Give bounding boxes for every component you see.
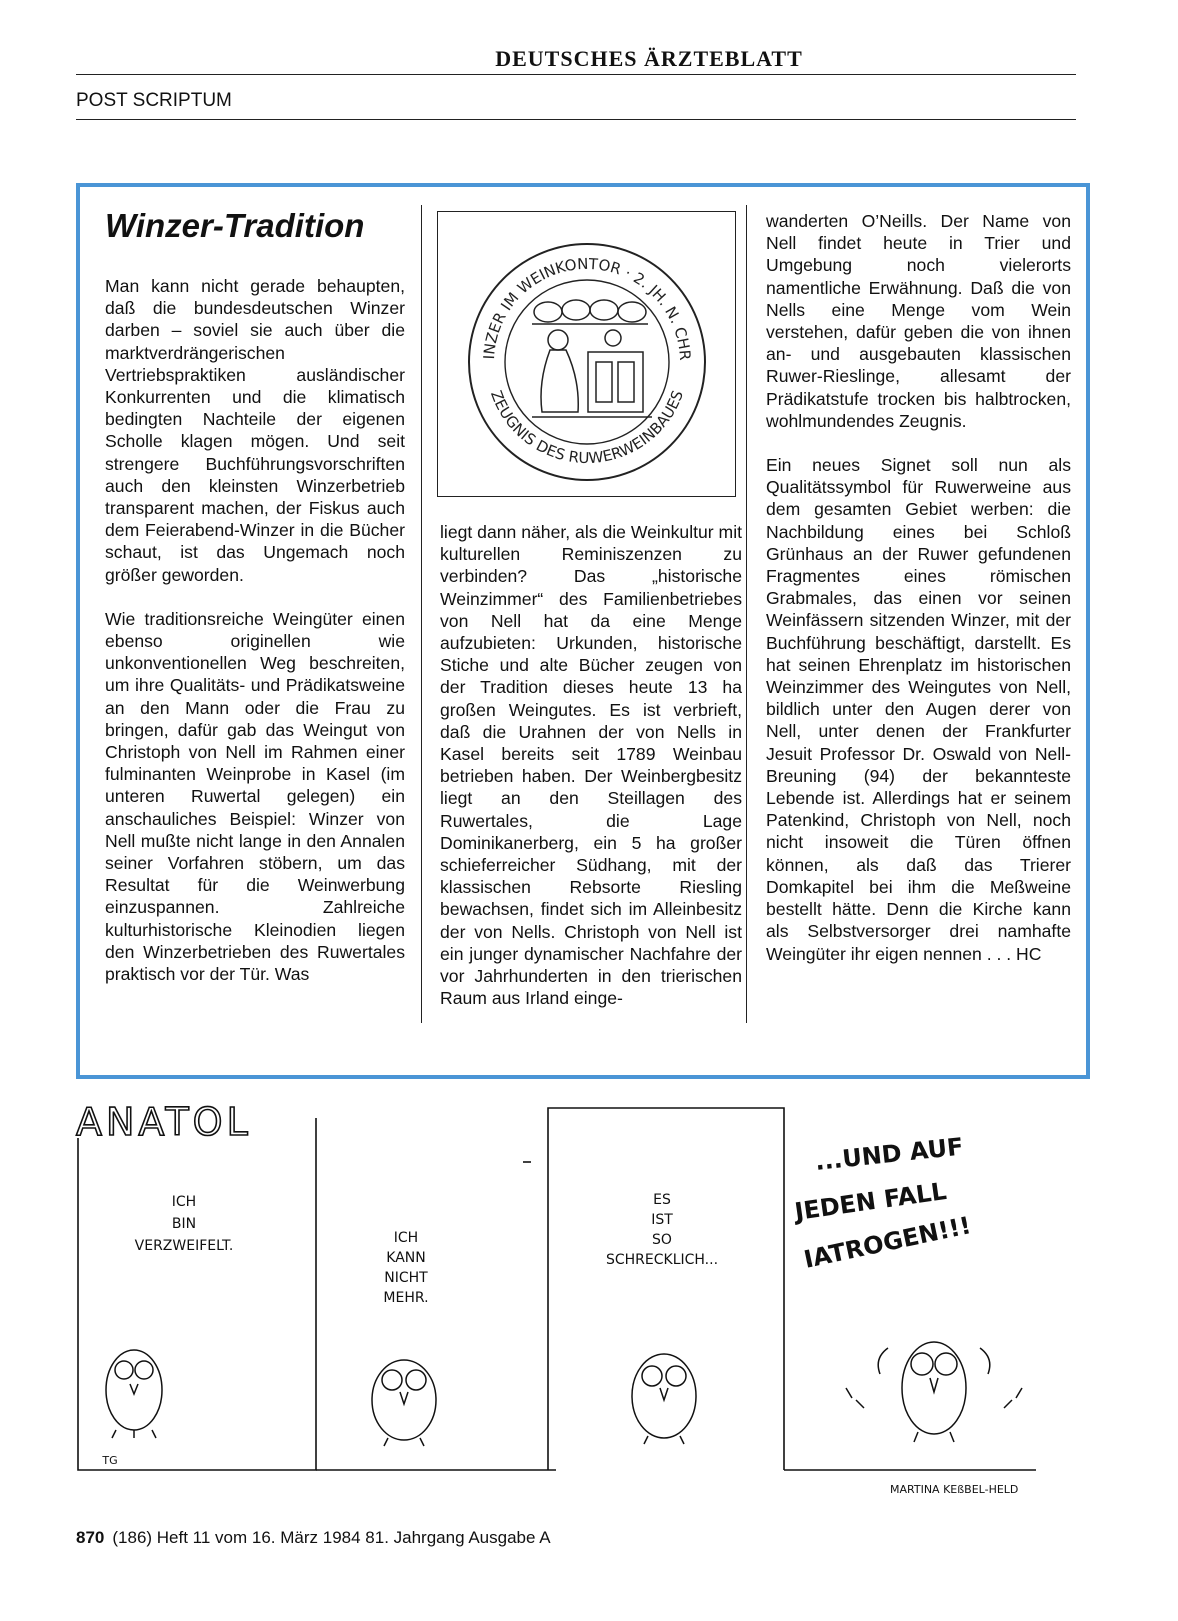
article-title: Winzer-Tradition — [105, 207, 365, 244]
article-column-2 — [440, 521, 742, 1031]
emblem-ring-bottom: ZEUGNIS DES RUWERWEINBAUES — [487, 388, 687, 468]
page-number: 870 — [76, 1528, 105, 1547]
paragraph: Ein neues Signet soll nun als Qualitätssymbol für Ruwerweine aus dem gesamten Gebiet werben: die Nachbildung eines bei Schloß Grünhaus an der Ruwer gefundenen Fragmentes eines römischen Grabmales, das einen vor seinen Weinfässern sitzenden Winzer, mit der Buchführung beschäftigt, darstellt. Es hat seinen Ehrenplatz im historischen Weinzimmer des Weingutes von Nell, bildlich unter den Augen derer von Nell, unter denen der Frankfurter Jesuit Professor Dr. Oswald von Nell-Breuning (94) der bekannteste Lebende ist. Allerdings hat er seinem Patenkind, Christoph von Nell, noch nicht insoweit die Türen öffnen können, als daß das Trierer Domkapitel bei ihm die Meßweine bestellt hätte. Denn die Kirche kann als Selbstversorger drei namhafte Weingüter ihr eigen nennen . . . HC — [766, 455, 1071, 964]
winzer-relief-icon — [532, 300, 652, 417]
journal-title: DEUTSCHES ÄRZTEBLATT — [495, 46, 803, 71]
svg-text:ZEUGNIS DES RUWERWEINBAUES — [487, 388, 687, 467]
section-rule — [76, 119, 1076, 120]
emblem-ring-top: INZER IM WEINKONTOR · 2. JH. N. CHR — [480, 254, 695, 361]
panel-2-line: MEHR. — [383, 1290, 429, 1306]
panel-4-line: JEDEN FALL — [792, 1176, 949, 1226]
owl-icon — [632, 1354, 696, 1444]
owl-icon — [846, 1342, 1022, 1442]
panel-1-line: BIN — [171, 1216, 197, 1232]
panel-1-signature: TG — [102, 1454, 118, 1467]
panel-3-line: SO — [652, 1232, 672, 1248]
panel-3-line: SCHRECKLICH... — [605, 1252, 719, 1268]
column-rule — [421, 205, 422, 1023]
svg-text:ANATOL: ANATOL — [76, 1100, 252, 1144]
panel-4-line: IATROGEN!!! — [801, 1211, 974, 1274]
panel-1-line: VERZWEIFELT. — [134, 1238, 234, 1254]
emblem-frame — [437, 211, 736, 497]
paragraph: liegt dann näher, als die Weinkultur mit kulturellen Reminiszenzen zu verbinden? Das „historische Weinzimmer“ des Familienbetriebes von Nell hat da eine Menge aufzubieten: Urkunden, historische Stiche und alte Bücher zeugen von der Tradition dieses heute 13 ha großen Weingutes. Es ist verbrieft, daß die Urahnen der von Nells in Kasel bereits seit 1789 Weinbau betrieben haben. Der Weinbergbesitz liegt an den Steillagen des Ruwertales, die Lage Dominikanerberg, ein 5 ha großer schieferreicher Südhang, mit der klassischen Rebsorte Riesling bewachsen, findet sich im Alleinbesitz der von Nells. Christoph von Nell ist ein junger dynamischer Nachfahre der vor Jahrhunderten in den trierischen Raum aus Irland einge- — [440, 522, 742, 1009]
owl-icon — [106, 1350, 162, 1438]
paragraph: Man kann nicht gerade behaupten, daß die bundesdeutschen Winzer darben – soviel sie auch über die marktverdrängerischen Vertriebspraktiken ausländischer Konkurrenten und die klimatisch bedingten Nachteile der eigenen Scholle klagen mögen. Und seit strengere Buchführungsvorschriften auch den kleinsten Winzerbetrieb transparent machen, der Fiskus auch dem Feierabend-Winzer in die Bücher schaut, ist das Ungemach noch größer geworden. — [105, 276, 405, 585]
artist-signature: MARTINA KEßBEL-HELD — [890, 1483, 1019, 1496]
winzer-emblem-image — [438, 212, 735, 496]
panel-2-line: KANN — [386, 1250, 426, 1266]
panel-3-line: IST — [651, 1212, 673, 1228]
panel-2-line: ICH — [393, 1230, 419, 1246]
panel-3-frame — [548, 1108, 784, 1470]
section-label: POST SCRIPTUM — [76, 90, 232, 111]
article-column-1 — [105, 275, 405, 1007]
panel-1-line: ICH — [171, 1194, 197, 1210]
svg-text:WINZER IM WEINKONTOR · 2. JH. — [438, 212, 694, 361]
panel-2-line: NICHT — [384, 1270, 428, 1286]
issue-info: (186) Heft 11 vom 16. März 1984 81. Jahrgang Ausgabe A — [112, 1528, 551, 1547]
panel-3-line: ES — [653, 1192, 671, 1208]
header-rule — [76, 74, 1076, 75]
owl-icon — [372, 1360, 436, 1446]
page-footer — [76, 1528, 551, 1548]
paragraph: Wie traditionsreiche Weingüter einen ebenso originellen wie unkonventionellen Weg beschreiten, um ihre Qualitäts- und Prädikatsweine an den Mann oder die Frau zu bringen, dafür gab das Weingut von Christoph von Nell im Rahmen einer fulminanten Weinprobe in Kasel (im unteren Ruwertal gelegen) ein anschauliches Beispiel: Winzer von Nell mußte nicht lange in den Annalen seiner Vorfahren stöbern, um das Resultat für die Weinwerbung einzuspannen. Zahlreiche kulturhistorische Kleinodien liegen den Winzerbetrieben des Ruwertales praktisch vor der Tür. Was — [105, 608, 405, 985]
paragraph: wanderten O’Neills. Der Name von Nell findet heute in Trier und Umgebung noch vielerorts namentliche Erwähnung. Daß die von Nells eine Menge vom Wein verstehen, dafür geben die von ihnen an- und ausgebauten klassischen Ruwer-Rieslinge, allesamt der Prädikatstufe trocken bis halbtrocken, wohlmundendes Zeugnis. — [766, 211, 1071, 431]
panel-4-line: ...UND AUF — [813, 1132, 965, 1176]
column-rule — [746, 205, 747, 1023]
anatol-cartoon-strip — [76, 1108, 1086, 1496]
article-column-3 — [766, 210, 1071, 987]
